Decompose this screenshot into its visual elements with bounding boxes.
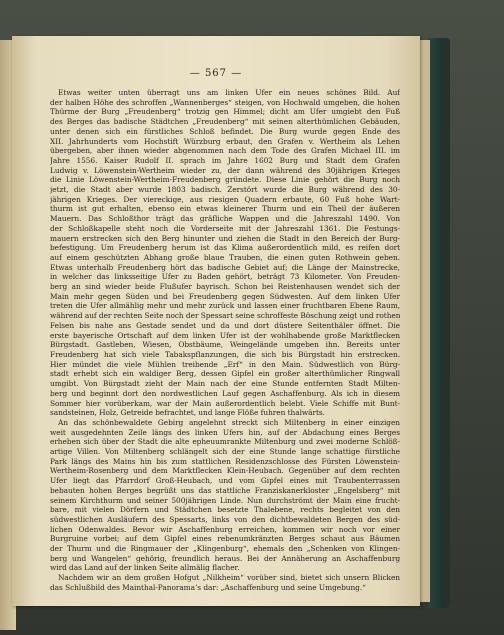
text-line: auf einem geschützten Abhang große blaue Trauben, die einen guten Rothwein geben. <box>50 252 400 262</box>
text-line: sandsteinen, Holz, Getreide befrachtet, und lange Flöße fuhren thalwärts. <box>50 408 325 418</box>
text-line: Park längs des Mains hin bis zum stattlichen Residenzschlosse des Fürsten Löwenstein- <box>50 456 400 466</box>
text-line: der Thurm und die Ringmauer der „Klingenburg“, ehemals den „Schenken von Klingen- <box>50 544 400 554</box>
text-line: wird das Land auf der linken Seite allmälig flacher. <box>50 563 240 573</box>
text-line: erheben sich über der Stadt die alte epheuumrankte Miltenburg und zwei moderne Schlöß- <box>50 437 400 447</box>
text-line: Ufer liegt das Pfarrdorf Groß-Heubach, und vom Gipfel eines mit Traubenterrassen <box>50 476 400 486</box>
text-line: Nachdem wir an dem großen Hofgut „Nilkheim“ vorüber sind, bietet sich unsern Blicken <box>58 573 400 583</box>
text-line: Etwas weiter unten überragt uns am linken Ufer ein neues schönes Bild. Auf <box>58 88 400 97</box>
text-line: das Schlußbild des Mainthal-Panorama’s dar: „Aschaffenburg und seine Umgebung.“ <box>50 582 366 592</box>
text-line: Freudenberg hat sich viele Tabakspflanzungen, die sich bis Bürgstadt hin erstrecken. <box>50 349 400 359</box>
text-line: Etwas unterhalb Freudenberg hört das badische Gebiet auf; die Länge der Mainstrecke, <box>50 262 400 272</box>
text-line: Main mehr gegen Süden und bei Freudenberg gegen Südwesten. Auf dem linken Ufer <box>50 291 400 301</box>
text-line: jetzt, die Stadt aber wurde 1803 badisch. Zerstört wurde die Burg während des 30- <box>50 185 400 195</box>
text-line: erste bayerische Ortschaft auf dem linken Ufer ist der wohlhabende große Marktflecken <box>50 330 400 340</box>
text-line: bebauten hohen Berges begrüßt uns das stattliche Franziskanerkloster „Engelsberg“ mit <box>50 485 400 495</box>
text-line: berg an sind wieder beide Flußufer bayrisch. Schon bei Reistenhausen wendet sich der <box>50 282 400 292</box>
text-line: Felsen bis nahe ans Gestade sendet und da und dort düstere Seitenthäler öffnet. Die <box>50 320 400 330</box>
text-line: Bürgstadt. Gastleben, Wiesen, Obstbäume, Weingelände umgeben ihn. Bereits unter <box>50 340 400 350</box>
text-line: umgibt. Von Bürgstadt zieht der Main nach der eine Stunde entfernten Stadt Milten- <box>50 379 400 389</box>
text-line: südwestlichen Ausläufern des Spessarts, links von den dichtbewaldeten Bergen des süd- <box>50 514 400 524</box>
text-line: jährigen Krieges. Der viereckige, aus riesigen Quadern erbaute, 60 Fuß hohe Wart- <box>50 194 400 204</box>
text-line: Ludwig v. Löwenstein-Wertheim wieder zu, der dann während des 30jährigen Krieges <box>50 165 400 175</box>
text-line: artige Villen. Von Miltenberg schlängelt sich der eine Stunde lange schattige fürstliche <box>50 447 400 457</box>
text-line: in welcher das linksseitige Ufer zu Baden gehört, beträgt 73 Kilometer. Von Freuden- <box>50 272 400 282</box>
text-line: Mauern. Das Schloßthor trägt das gräfliche Wappen und die Jahreszahl 1490. Von <box>50 214 400 224</box>
text-line: lichen Odenwaldes. Bevor wir Aschaffenburg erreichen, kommen wir noch vor einer <box>50 524 400 534</box>
text-line: stadt erhebt sich ein waldiger Berg, dessen Gipfel ein großer alterthümlicher Ringwall <box>50 369 400 379</box>
text-line: An das schönbewaldete Gebirg angelehnt streckt sich Miltenberg in einer einzigen <box>58 417 400 427</box>
text-line: berg und Wangelen“ gehörig, freundlich heraus. Bei der Annäherung an Aschaffenburg <box>50 553 400 563</box>
text-line: seinem Kirchthurm und seiner 500jährigen Linde. Nun durchströmt der Main eine frucht- <box>50 495 400 505</box>
text-line: Thürme der Burg „Freudenberg“ trotzig gen Himmel; dicht am Ufer umgiebt den Fuß <box>50 107 400 117</box>
text-line: unter denen sich ein fürstliches Schloß befindet. Die Burg wurde gegen Ende des <box>50 126 400 136</box>
text-line: die Linie Löwenstein-Wertheim-Freudenberg gründete. Diese Linie gehört die Burg noch <box>50 175 400 185</box>
text-line: der halben Höhe des schroffen „Wannenberges“ steigen, von Hochwald umgeben, die hohen <box>50 97 400 107</box>
text-line: Sommer hier vorüberkam, war der Main außerordentlich belebt. Viele Schiffe mit Bunt- <box>50 398 400 408</box>
text-line: treten die Ufer allmählig mehr und mehr zurück und lassen einer fruchtbaren Ebene Raum, <box>50 301 400 311</box>
text-line: thurm ist gut erhalten, ebenso ein etwas kleinerer Thurm und ein Theil der äußeren <box>50 204 400 214</box>
text-line: mauern erstrecken sich den Berg hinunter und ziehen die Stadt in den Bereich der Burg- <box>50 233 400 243</box>
text-line: während auf der rechten Seite noch der Spessart seine schroffeste Böschung zeigt und rothen <box>50 311 400 321</box>
text-line: Burgruine vorbei; auf dem Gipfel eines rebenumkränzten Berges schaut aus Bäumen <box>50 534 400 544</box>
text-line: befestigung. Um Freudenberg herum ist das Klima außerordentlich mild, es reifen dort <box>50 243 400 253</box>
book-cover <box>428 38 450 608</box>
text-line: der Schloßkapelle steht noch die Vorderseite mit der Jahreszahl 1361. Die Festungs- <box>50 223 400 233</box>
text-line: berg und beginnt dort den nordwestlichen Lauf gegen Aschaffenburg. Als ich in diesem <box>50 388 400 398</box>
text-line: Wertheim-Rosenberg und dem Marktflecken Klein-Heubach. Gegenüber auf dem rechten <box>50 466 400 476</box>
body-text <box>50 88 400 593</box>
text-line: des Berges das badische Städtchen „Freudenberg“ mit seinen alterthümlichen Gebäuden, <box>50 117 400 127</box>
text-line: Jahre 1556. Kaiser Rudolf II. sprach im Jahre 1602 Burg und Stadt dem Grafen <box>50 155 400 165</box>
book-page <box>12 36 420 606</box>
text-line: XII. Jahrhunderts vom Hochstift Würzburg erbaut, den Grafen v. Wertheim als Lehen <box>50 136 400 146</box>
page-number: — 567 — <box>189 68 243 79</box>
text-line: bare, mit vielen Dörfern und Städtchen besetzte Thalebene, rechts begleitet von den <box>50 505 400 515</box>
text-line: weit ausgedehnten Zeile längs des linken Ufers hin, auf der Abdachung eines Berges <box>50 427 400 437</box>
text-line: übergeben, aber ihnen wieder abgenommen nach dem Tode des Grafen Michael III. im <box>50 146 400 156</box>
text-line: Hier mündet die viele Mühlen treibende „Erf“ in den Main. Südwestlich von Bürg- <box>50 359 400 369</box>
